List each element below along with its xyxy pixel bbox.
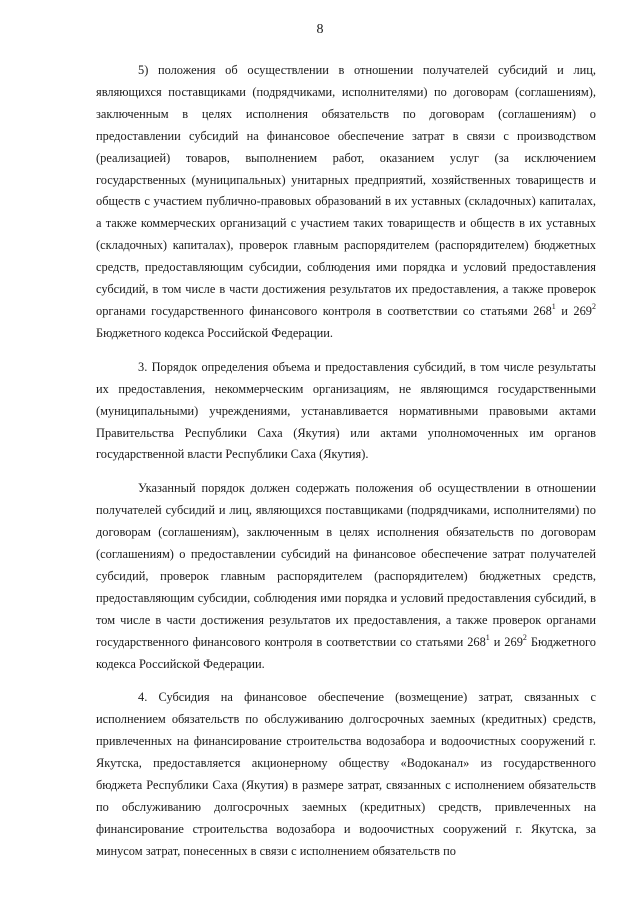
superscript: 2 <box>522 632 527 642</box>
paragraph-text: 3. Порядок определения объема и предоставления субсидий, в том числе результаты их предоставления, некоммерческим организациям, не являющимся государственными (муниципальными) учреждениями, устанавливается нормативными правовыми актами Правительства Республики Саха (Якутия) или актами уполномоченных им органов государственной власти Республики Саха (Якутия). <box>96 359 596 462</box>
paragraph-procedure <box>96 478 596 675</box>
document-body <box>96 60 596 875</box>
paragraph-text: 5) положения об осуществлении в отношении получателей субсидий и лиц, являющихся поставщиками (подрядчиками, исполнителями) по договорам (соглашениям), заключенным в целях исполнения обязательств по договорам (соглашениям) о предоставлении субсидий на финансовое обеспечение затрат в связи с производством (реализацией) товаров, выполнением работ, оказанием услуг (за исключением государственных (муниципальных) унитарных предприятий, хозяйственных товариществ и обществ с участием публично-правовых образований в их уставных (складочных) капиталах, а также коммерческих организаций с участием таких товариществ и обществ в их уставных (складочных) капиталах), проверок главным распорядителем (распорядителем) бюджетных средств, предоставляющим субсидии, соблюдения ими порядка и условий предоставления субсидий, в том числе в части достижения результатов их предоставления, а также проверок органами государственного финансового контроля в соответствии со статьями 268 <box>96 63 596 318</box>
superscript: 1 <box>551 301 556 311</box>
paragraph-section-4 <box>96 687 596 862</box>
paragraph-text: Указанный порядок должен содержать положения об осуществлении в отношении получателей субсидий и лиц, являющихся поставщиками (подрядчиками, исполнителями) по договорам (соглашениям), заключенным в целях исполнения обязательств по договорам (соглашениям) о предоставлении субсидий на финансовое обеспечение затрат получателей субсидий, проверок главным распорядителем (распорядителем) бюджетных средств, предоставляющим субсидии, соблюдения ими порядка и условий предоставления субсидий, в том числе в части достижения результатов их предоставления, а также проверок органами государственного финансового контроля в соответствии со статьями 268 <box>96 481 596 649</box>
paragraph-text: 4. Субсидия на финансовое обеспечение (возмещение) затрат, связанных с исполнением обязательств по обслуживанию долгосрочных заемных (кредитных) средств, привлеченных на финансирование строительства водозабора и водоочистных сооружений г. Якутска, предоставляется акционерному обществу «Водоканал» из государственного бюджета Республики Саха (Якутия) в размере затрат, связанных с исполнением обязательств по обслуживанию долгосрочных заемных (кредитных) средств, привлеченных на финансирование строительства водозабора и водоочистных сооружений г. Якутска, за минусом затрат, понесенных в связи с исполнением обязательств по <box>96 690 596 858</box>
paragraph-text: и 269 <box>555 303 592 318</box>
paragraph-text: и 269 <box>489 634 523 649</box>
superscript: 1 <box>485 632 490 642</box>
paragraph-item-5 <box>96 60 596 345</box>
page-number: 8 <box>316 22 324 37</box>
superscript: 2 <box>592 301 596 311</box>
paragraph-text: Бюджетного кодекса Российской Федерации. <box>96 634 596 671</box>
paragraph-text: Бюджетного кодекса Российской Федерации. <box>96 325 334 340</box>
paragraph-section-3 <box>96 357 596 467</box>
